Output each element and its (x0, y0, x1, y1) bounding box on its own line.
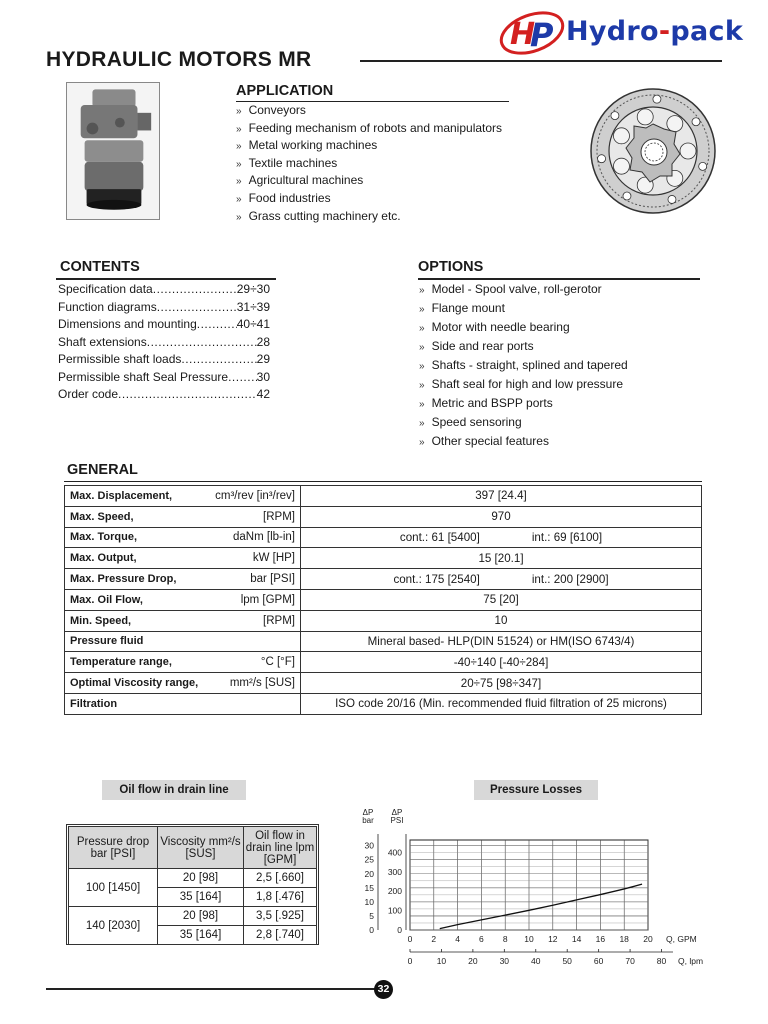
param-unit: mm²/s [SUS] (229, 677, 295, 690)
param-value: 10 (301, 610, 702, 631)
application-list (236, 102, 502, 225)
options-heading: OPTIONS (418, 259, 484, 275)
y2-tick-label: 200 (387, 886, 402, 897)
y-axis-label-unit: bar (362, 816, 374, 825)
table-row (65, 693, 702, 714)
x-axis-label: Q, GPM (666, 934, 697, 944)
y-tick-label: 10 (364, 896, 374, 907)
list-item: » Food industries (236, 190, 502, 208)
y2-axis-label-unit: PSI (390, 816, 404, 825)
param-value-cont: cont.: 61 [5400] (399, 530, 480, 544)
table-row (65, 652, 702, 673)
list-item: » Conveyors (236, 102, 502, 120)
x2-tick-label: 60 (593, 956, 604, 966)
param-name: Min. Speed, (70, 614, 132, 627)
param-unit: kW [HP] (252, 552, 295, 565)
list-item: » Other special features (419, 432, 628, 451)
contents-list (58, 281, 270, 404)
table-row (65, 610, 702, 631)
y2-tick-label: 300 (387, 866, 402, 877)
chart-title: Pressure Losses (474, 780, 598, 800)
pressure-losses-chart (356, 804, 726, 974)
general-spec-table (64, 485, 702, 715)
x-tick-label: 6 (479, 934, 484, 944)
param-unit: bar [PSI] (250, 573, 295, 586)
y-tick-label: 20 (364, 868, 374, 879)
param-unit: lpm [GPM] (240, 593, 295, 606)
param-name: Max. Oil Flow, (70, 593, 143, 606)
param-name: Temperature range, (70, 656, 172, 669)
list-item: » Agricultural machines (236, 172, 502, 190)
list-item: » Metal working machines (236, 137, 502, 155)
x-tick-label: 4 (455, 934, 460, 944)
x-tick-label: 12 (548, 934, 558, 944)
roller (637, 109, 653, 125)
param-name: Max. Output, (70, 552, 137, 565)
list-item: » Metric and BSPP ports (419, 394, 628, 413)
brand-name: Hydro-pack (566, 16, 744, 47)
list-item: » Shaft seal for high and low pressure (419, 375, 628, 394)
x-tick-label: 18 (619, 934, 629, 944)
bolt-hole (668, 195, 676, 203)
x-tick-label: 0 (407, 934, 413, 944)
bolt-hole (692, 118, 700, 126)
list-item: » Flange mount (419, 299, 628, 318)
x-tick-label: 16 (595, 934, 606, 944)
motor-photo (66, 82, 160, 220)
viscosity-cell: 35 [164] (158, 926, 244, 945)
param-unit: [RPM] (263, 614, 295, 627)
roller (613, 158, 629, 174)
list-item: » Side and rear ports (419, 337, 628, 356)
param-unit: cm³/rev [in³/rev] (215, 489, 295, 502)
table-row (65, 569, 702, 590)
param-value-int: int.: 200 [2900] (531, 572, 609, 586)
options-list (419, 280, 628, 451)
param-value: 15 [20.1] (301, 548, 702, 569)
y-tick-label: 5 (369, 910, 374, 921)
contents-heading: CONTENTS (60, 259, 140, 275)
param-value: 970 (301, 506, 702, 527)
footer-divider (46, 988, 376, 990)
x-tick-label: 10 (524, 934, 534, 944)
param-name: Max. Pressure Drop, (70, 573, 177, 586)
pressure-cell: 140 [2030] (69, 907, 158, 945)
viscosity-cell: 20 [98] (158, 907, 244, 926)
bolt-hole (611, 112, 619, 120)
contents-row[interactable]: Dimensions and mounting ..... 40÷41 (58, 316, 270, 334)
x-tick-label: 8 (502, 934, 508, 944)
y-tick-label: 30 (364, 840, 374, 851)
viscosity-cell: 20 [98] (158, 869, 244, 888)
param-name: Max. Torque, (70, 531, 138, 544)
viscosity-cell: 35 [164] (158, 888, 244, 907)
svg-text:P: P (530, 16, 554, 54)
param-value: -40÷140 [-40÷284] (301, 652, 702, 673)
x2-tick-label: 70 (625, 956, 635, 966)
table-row (65, 673, 702, 694)
y2-tick-label: 0 (397, 925, 402, 935)
table-row (65, 631, 702, 652)
table-row (65, 548, 702, 569)
list-item: » Motor with needle bearing (419, 318, 628, 337)
pressure-cell: 100 [1450] (69, 869, 158, 907)
bolt-hole (653, 95, 661, 103)
x2-tick-label: 20 (468, 956, 478, 966)
param-value: Mineral based- HLP(DIN 51524) or HM(ISO 6743/4) (301, 631, 702, 652)
param-value-cont: cont.: 175 [2540] (393, 572, 480, 586)
param-unit: °C [°F] (260, 656, 295, 669)
svg-text:H: H (510, 17, 536, 52)
table-row (65, 506, 702, 527)
param-name: Max. Displacement, (70, 489, 173, 502)
contents-row[interactable]: Order code ..... 42 (58, 386, 270, 404)
param-value: 75 [20] (301, 589, 702, 610)
page-title: HYDRAULIC MOTORS MR (46, 48, 312, 71)
y2-axis-label-symbol: ΔP (391, 808, 403, 817)
x2-axis-label: Q, lpm (678, 956, 704, 966)
y-tick-label: 25 (364, 854, 374, 865)
contents-divider (56, 278, 276, 280)
table-row (65, 486, 702, 507)
param-name: Filtration (70, 697, 118, 710)
table-row (69, 907, 317, 926)
column-header: Oil flow in drain line lpm [GPM] (244, 827, 317, 869)
contents-row[interactable]: Shaft extensions ..... 28 (58, 334, 270, 352)
contents-row[interactable]: Function diagrams ..... 31÷39 (58, 299, 270, 317)
y-axis-label-symbol: ΔP (362, 808, 374, 817)
x-tick-label: 2 (431, 934, 437, 944)
list-item: » Grass cutting machinery etc. (236, 208, 502, 226)
y2-tick-label: 400 (387, 847, 402, 858)
table-header-row (69, 827, 317, 869)
bolt-hole (598, 155, 606, 163)
contents-row[interactable]: Permissible shaft loads ..... 29 (58, 351, 270, 369)
flow-cell: 2,5 [.660] (244, 869, 317, 888)
list-item: » Textile machines (236, 155, 502, 173)
param-value: 20÷75 [98÷347] (301, 673, 702, 694)
title-divider (360, 60, 722, 62)
y2-tick-label: 100 (387, 905, 402, 916)
param-name: Optimal Viscosity range, (70, 677, 199, 690)
general-divider (64, 481, 702, 482)
oil-flow-table (68, 826, 317, 945)
pressure-loss-curve (440, 884, 642, 928)
x2-tick-label: 0 (407, 956, 413, 966)
param-value-int: int.: 69 [6100] (531, 530, 603, 544)
param-name: Pressure fluid (70, 635, 144, 648)
flow-cell: 3,5 [.925] (244, 907, 317, 926)
x2-tick-label: 80 (656, 956, 667, 966)
x2-tick-label: 10 (436, 956, 447, 966)
application-heading: APPLICATION (236, 83, 334, 99)
contents-row[interactable]: Specification data ..... 29÷30 (58, 281, 270, 299)
contents-row[interactable]: Permissible shaft Seal Pressure ..... 30 (58, 369, 270, 387)
list-item: » Shafts - straight, splined and tapered (419, 356, 628, 375)
x2-tick-label: 30 (499, 956, 510, 966)
flow-cell: 1,8 [.476] (244, 888, 317, 907)
column-header: Viscosity mm²/s [SUS] (158, 827, 244, 869)
bolt-hole (623, 192, 631, 200)
y-tick-label: 0 (369, 925, 374, 935)
x2-tick-label: 40 (531, 956, 541, 966)
roller (667, 116, 683, 132)
x2-tick-label: 50 (562, 956, 572, 966)
param-value: ISO code 20/16 (Min. recommended fluid filtration of 25 microns) (301, 693, 702, 714)
flow-cell: 2,8 [.740] (244, 926, 317, 945)
gerotor-cross-section-diagram (588, 86, 718, 216)
bolt-hole (699, 162, 707, 170)
list-item: » Model - Spool valve, roll-gerotor (419, 280, 628, 299)
y-tick-label: 15 (364, 882, 374, 893)
list-item: » Feeding mechanism of robots and manipulators (236, 120, 502, 138)
table-row (65, 589, 702, 610)
roller (680, 143, 696, 159)
table-row (65, 527, 702, 548)
x-tick-label: 14 (571, 934, 582, 944)
column-header: Pressure drop bar [PSI] (69, 827, 158, 869)
page-number: 32 (374, 980, 393, 999)
param-value: 397 [24.4] (301, 486, 702, 507)
param-name: Max. Speed, (70, 510, 134, 523)
param-unit: [RPM] (263, 510, 295, 523)
list-item: » Speed sensoring (419, 413, 628, 432)
roller (613, 128, 629, 144)
oil-flow-label: Oil flow in drain line (102, 780, 246, 800)
table-row (69, 869, 317, 888)
x-tick-label: 20 (643, 934, 653, 944)
param-unit: daNm [lb-in] (233, 531, 295, 544)
general-heading: GENERAL (67, 462, 138, 478)
